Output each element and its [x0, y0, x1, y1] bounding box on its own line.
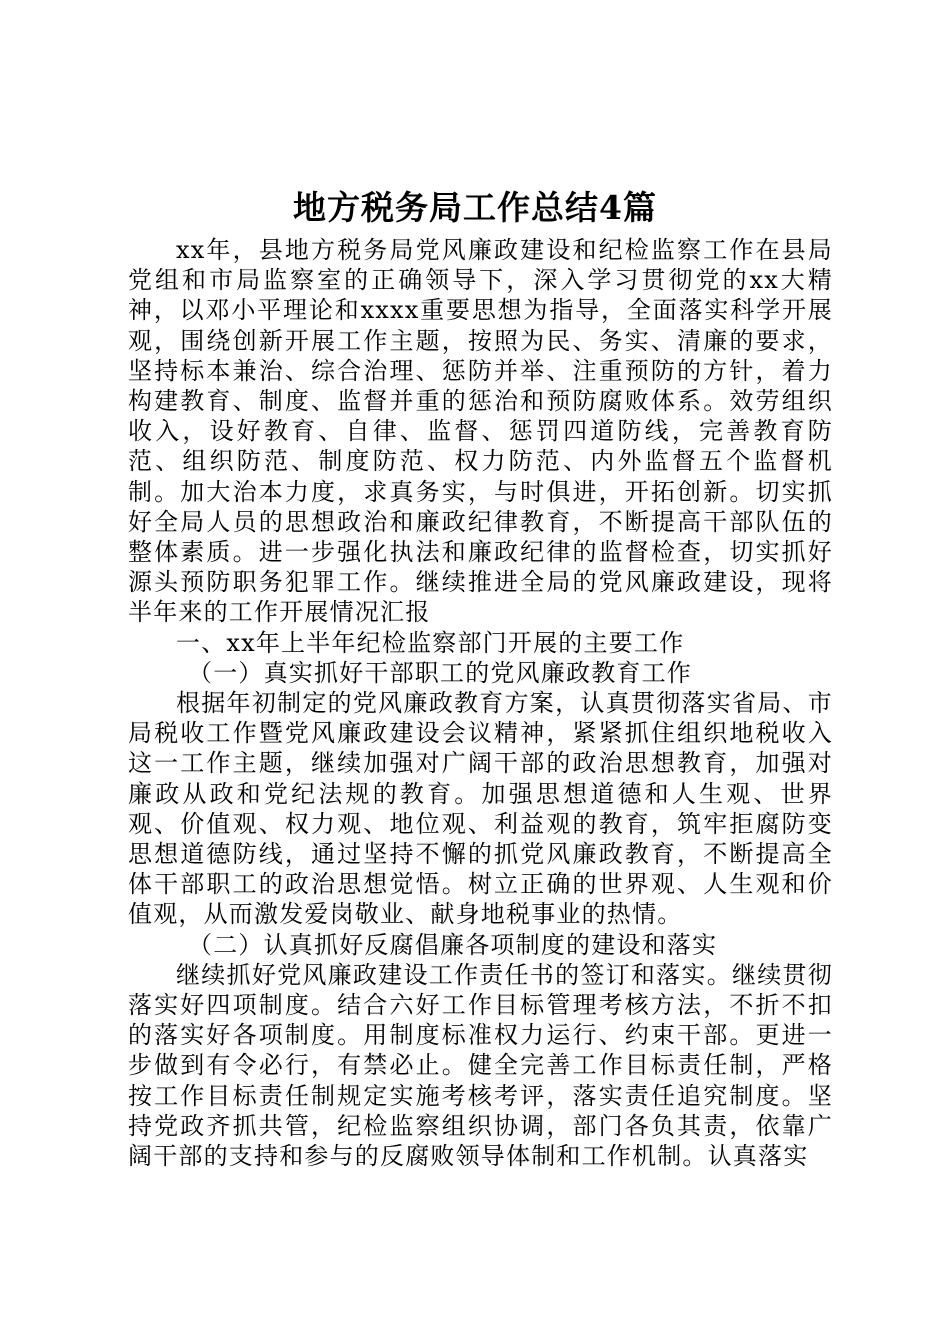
intro-paragraph: xx年，县地方税务局党风廉政建设和纪检监察工作在县局党组和市局监察室的正确领导下，深入学习贯彻党的xx大精神，以邓小平理论和xxxx重要思想为指导，全面落实科学开展观，围绕创新开展工作主题，按照为民、务实、清廉的要求，坚持标本兼治、综合治理、惩防并举、注重预防的方针，着力构建教育、制度、监督并重的惩治和预防腐败体系。效劳组织收入，设好教育、自律、监督、惩罚四道防线，完善教育防范、组织防范、制度防范、权力防范、内外监督五个监督机制。加大治本力度，求真务实，与时俱进，开拓创新。切实抓好全局人员的思想政治和廉政纪律教育，不断提高干部队伍的整体素质。进一步强化执法和廉政纪律的监督检查，切实抓好源头预防职务犯罪工作。继续推进全局的党风廉政建设，现将半年来的工作开展情况汇报	[128, 236, 833, 627]
subsection-body-2: 继续抓好党风廉政建设工作责任书的签订和落实。继续贯彻落实好四项制度。结合六好工作目标管理考核方法，不折不扣的落实好各项制度。用制度标准权力运行、约束干部。更进一步做到有令必行，有禁必止。健全完善工作目标责任制，严格按工作目标责任制规定实施考核考评，落实责任追究制度。坚持党政齐抓共管，纪检监察组织协调，部门各负其责，依靠广阔干部的支持和参与的反腐败领导体制和工作机制。认真落实	[128, 960, 833, 1171]
document-body	[128, 235, 833, 1171]
subsection-heading-1: （一）真实抓好干部职工的党风廉政教育工作	[188, 658, 692, 687]
subsection-heading-2: （二）认真抓好反腐倡廉各项制度的建设和落实	[188, 930, 718, 959]
section-heading-1: 一、xx年上半年纪检监察部门开展的主要工作	[176, 628, 685, 657]
document-title: 地方税务局工作总结4篇	[293, 188, 657, 227]
subsection-body-1: 根据年初制定的党风廉政教育方案，认真贯彻落实省局、市局税收工作暨党风廉政建设会议精神，紧紧抓住组织地税收入这一工作主题，继续加强对广阔干部的政治思想教育，加强对廉政从政和党纪法规的教育。加强思想道德和人生观、世界观、价值观、权力观、地位观、利益观的教育，筑牢拒腐防变思想道德防线，通过坚持不懈的抓党风廉政教育，不断提高全体干部职工的政治思想觉悟。树立正确的世界观、人生观和价值观，从而激发爱岗敬业、献身地税事业的热情。	[128, 689, 833, 929]
